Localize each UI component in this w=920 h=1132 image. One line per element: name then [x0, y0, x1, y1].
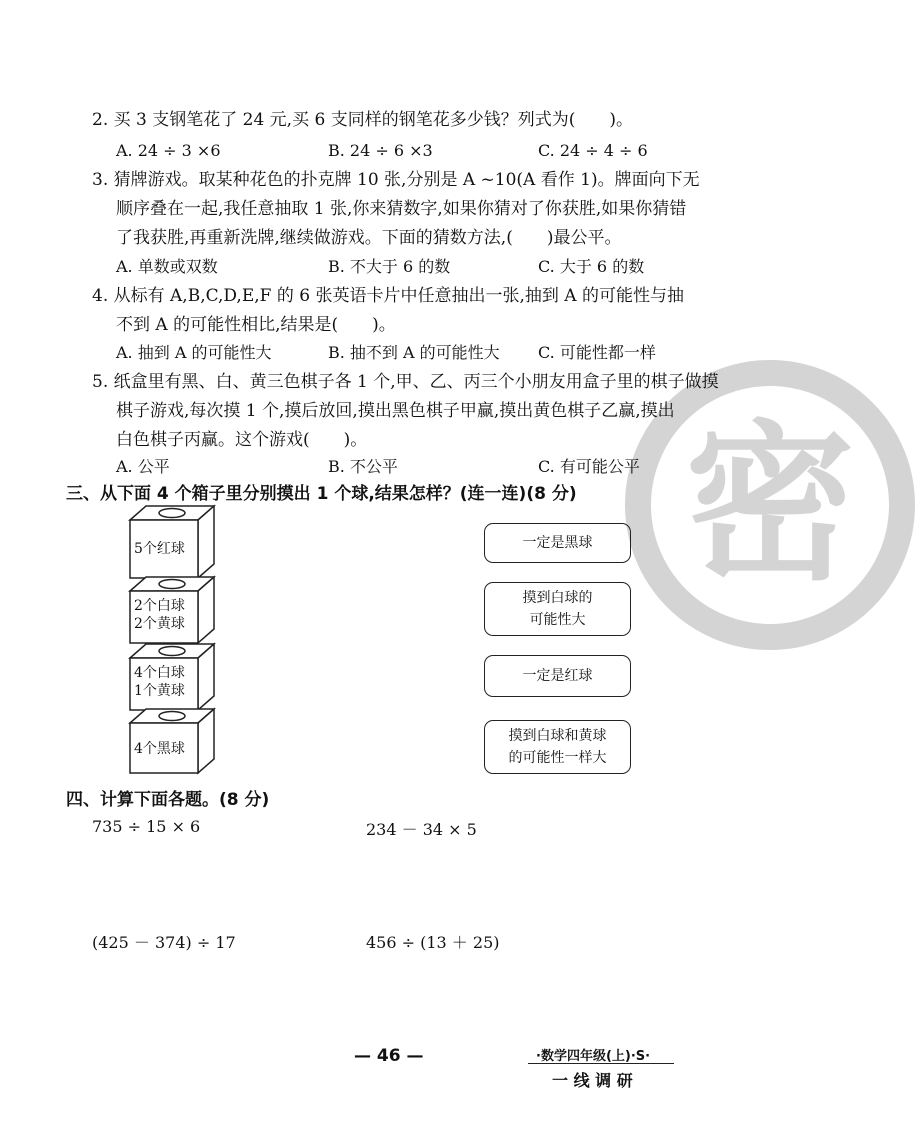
result-box-2-line-2: 可能性大: [529, 612, 586, 628]
section-3-title: 三、从下面 4 个箱子里分别摸出 1 个球,结果怎样？(连一连)(8 分): [66, 484, 577, 504]
question-3-option-b: B. 不大于 6 的数: [328, 257, 451, 276]
calc-expression-3: (425 － 374) ÷ 17: [92, 933, 236, 952]
result-box-1-text: 一定是黑球: [522, 535, 593, 551]
box-3-label-line-1: 4个白球: [134, 665, 185, 681]
question-3-line-3: 了我获胜,再重新洗牌,继续做游戏。下面的猜数方法,( )最公平。: [116, 228, 622, 248]
result-box-4-line-2: 的可能性一样大: [508, 750, 607, 766]
calc-expression-2: 234 － 34 × 5: [366, 820, 477, 839]
book-title: ·数学四年级(上)·S·: [536, 1049, 651, 1064]
calc-expression-1: 735 ÷ 15 × 6: [92, 817, 201, 836]
question-4-option-c: C. 可能性都一样: [538, 343, 656, 362]
question-5-line-2: 棋子游戏,每次摸 1 个,摸后放回,摸出黑色棋子甲赢,摸出黄色棋子乙赢,摸出: [116, 401, 675, 421]
question-5-option-c: C. 有可能公平: [538, 457, 640, 476]
series-name: 一 线 调 研: [552, 1071, 633, 1090]
result-box-4[interactable]: [484, 720, 631, 774]
result-box-2[interactable]: [484, 582, 631, 636]
watermark-stamp: [620, 355, 920, 655]
question-2-text: 2. 买 3 支钢笔花了 24 元,买 6 支同样的钢笔花多少钱？列式为( )。: [92, 110, 633, 130]
section-4-title: 四、计算下面各题。(8 分): [66, 790, 270, 810]
question-2-option-a: A. 24 ÷ 3 ×6: [116, 141, 221, 160]
box-2-label-line-2: 2个黄球: [134, 616, 185, 632]
question-3-line-1: 3. 猜牌游戏。取某种花色的扑克牌 10 张,分别是 A ~10(A 看作 1)。牌面向下无: [92, 170, 700, 190]
result-box-3-text: 一定是红球: [522, 668, 593, 684]
question-5-option-a: A. 公平: [116, 457, 170, 476]
question-2-option-c: C. 24 ÷ 4 ÷ 6: [538, 141, 648, 160]
page-number: — 46 —: [354, 1046, 424, 1066]
question-3-line-2: 顺序叠在一起,我任意抽取 1 张,你来猜数字,如果你猜对了你获胜,如果你猜错: [116, 199, 687, 219]
box-4-label: 4个黑球: [134, 741, 185, 757]
question-5-line-3: 白色棋子丙赢。这个游戏( )。: [116, 430, 368, 450]
question-4-line-2: 不到 A 的可能性相比,结果是( )。: [116, 315, 396, 335]
result-box-2-line-1: 摸到白球的: [522, 590, 593, 606]
result-box-3[interactable]: [484, 655, 631, 697]
question-5-line-1: 5. 纸盒里有黑、白、黄三色棋子各 1 个,甲、乙、丙三个小朋友用盒子里的棋子做摸: [92, 372, 719, 392]
calc-expression-4: 456 ÷ (13 ＋ 25): [366, 933, 500, 952]
question-4-line-1: 4. 从标有 A,B,C,D,E,F 的 6 张英语卡片中任意抽出一张,抽到 A 的可能性与抽: [92, 286, 684, 306]
result-box-1[interactable]: [484, 523, 631, 563]
box-3-label-line-2: 1个黄球: [134, 683, 185, 699]
question-4-option-a: A. 抽到 A 的可能性大: [116, 343, 272, 362]
question-4-option-b: B. 抽不到 A 的可能性大: [328, 343, 500, 362]
question-3-option-c: C. 大于 6 的数: [538, 257, 645, 276]
box-1-label: 5个红球: [134, 541, 185, 557]
box-2-label-line-1: 2个白球: [134, 598, 185, 614]
watermark-char: 密: [684, 406, 856, 604]
question-5-option-b: B. 不公平: [328, 457, 398, 476]
question-2-option-b: B. 24 ÷ 6 ×3: [328, 141, 433, 160]
result-box-4-line-1: 摸到白球和黄球: [508, 728, 607, 744]
footer-divider: [528, 1063, 674, 1064]
question-3-option-a: A. 单数或双数: [116, 257, 218, 276]
